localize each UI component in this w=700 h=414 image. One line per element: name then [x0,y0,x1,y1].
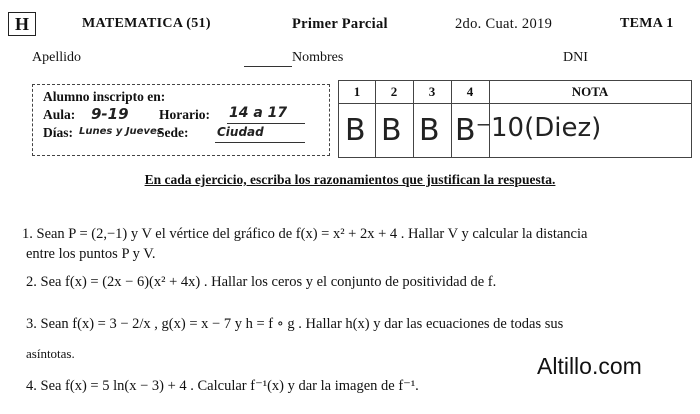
term-label: 2do. Cuat. 2019 [455,16,553,32]
grade-mark-3: B [419,113,440,148]
grade-mark-2: B [381,113,402,148]
dias-label: Días: [43,125,73,140]
tema-letter-box: H [8,12,36,36]
aula-value: 9-19 [91,105,129,123]
exercise-3-line-1: 3. Sean f(x) = 3 − 2/x , g(x) = x − 7 y h = f ∘ g . Hallar h(x) y dar las ecuaciones de todas sus [26,316,564,332]
apellido-line [244,66,292,67]
grade-header-4: 4 [466,84,474,99]
nombres-label: Nombres [292,50,344,65]
aula-label: Aula: [43,107,76,122]
grade-header-1: 1 [353,84,361,99]
dni-label: DNI [563,50,588,65]
grade-nota: 10(Diez) [491,113,602,143]
grade-header-3: 3 [428,84,436,99]
watermark-logo: Altillo.com [537,353,642,379]
subject-title: MATEMATICA (51) [82,16,211,31]
exercise-2: 2. Sea f(x) = (2x − 6)(x² + 4x) . Hallar los ceros y el conjunto de positividad de f. [26,274,497,290]
horario-line [227,123,305,124]
exam-title: Primer Parcial [292,16,388,32]
exercise-3-line-2: asíntotas. [26,346,75,361]
grade-mark-4: B⁻ [455,113,492,148]
grade-mark-1: B [345,113,366,148]
sede-line [215,142,305,143]
student-box-title: Alumno inscripto en: [43,89,166,104]
exercise-1-line-1: 1. Sean P = (2,−1) y V el vértice del gráfico de f(x) = x² + 2x + 4 . Hallar V y calcular la distancia [22,226,588,242]
grade-header-nota: NOTA [571,84,609,99]
student-info-box [32,84,330,156]
instructions: En cada ejercicio, escriba los razonamientos que justifican la respuesta. [144,172,556,187]
grades-table [338,80,692,158]
exercise-4: 4. Sea f(x) = 5 ln(x − 3) + 4 . Calcular f⁻¹(x) y dar la imagen de f⁻¹. [26,378,419,394]
apellido-label: Apellido [32,50,81,65]
horario-label: Horario: [159,107,210,122]
sede-value: Ciudad [217,125,264,139]
dias-value: Lunes y Jueves [79,126,163,137]
horario-value: 14 a 17 [229,105,288,121]
tema-label: TEMA 1 [620,16,674,31]
exercise-1-line-2: entre los puntos P y V. [26,246,156,262]
grade-header-2: 2 [390,84,398,99]
sede-label: Sede: [157,125,189,140]
